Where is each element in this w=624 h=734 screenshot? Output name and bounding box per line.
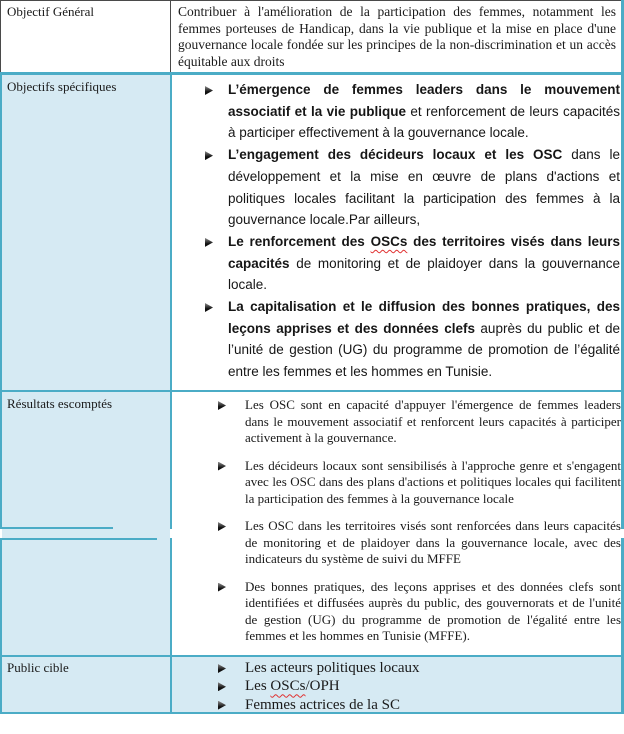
list-item [172, 397, 621, 447]
arrow-bullet-icon [205, 238, 213, 247]
list-item [172, 231, 620, 296]
bullet-text: Les OSC sont en capacité d'appuyer l'émergence de femmes leaders dans le mouvement associatif et renforcent leurs capacités à participer activement à la gouvernance. [245, 397, 621, 445]
cell-shading-objectifs-specifiques [1, 75, 171, 390]
bullet-bold-text: Le renforcement des [228, 233, 371, 249]
bullet-text: auprès du public et de l’unité de gestion (UG) du programme de promotion de l’égalité entre les femmes et les hommes en Tunisie. [228, 320, 620, 380]
table-border-row1-divider [170, 0, 171, 72]
list-item [172, 296, 620, 383]
list-item [172, 677, 621, 695]
arrow-bullet-icon [218, 401, 226, 410]
misspelled-word: OSCs [270, 678, 306, 695]
row-label-objectif-general: Objectif Général [7, 4, 94, 19]
bullet-text: Les OSC dans les territoires visés sont renforcées dans leurs capacités de monitoring et de plaidoyer dans la gouvernance locale, avec des indicateurs du système de suivi du MFFE [245, 518, 621, 566]
bullet-text: Les acteurs politiques locaux [245, 660, 420, 676]
row-label-objectifs-specifiques: Objectifs spécifiques [7, 79, 117, 94]
arrow-bullet-icon [218, 462, 226, 471]
cell-shading-resultats-escomptes [1, 392, 171, 655]
left-column-break-line [0, 538, 157, 540]
arrow-bullet-icon [205, 303, 213, 312]
arrow-bullet-icon [218, 682, 226, 691]
bullet-bold-text: L’engagement des décideurs locaux et les OSC [228, 147, 563, 163]
public-cible-list [172, 659, 621, 711]
list-item [172, 696, 621, 711]
table-border-separator-3 [0, 655, 622, 657]
table-border-separator-1 [0, 72, 624, 75]
bullet-text: dans le développement et la mise en œuvre de plans d'actions et politiques locales facilitant la participation des femmes à la gouvernance locale.Par ailleurs, [228, 147, 620, 228]
arrow-bullet-icon [205, 151, 213, 160]
bullet-text: Des bonnes pratiques, des leçons apprises et des données clefs sont identifiées et diffusées auprès du public, des gouvernorats et de l'unité de gestion (UG) du programme de promotion de l'égalité entre les femmes et les hommes en Tunisie (MFFE). [245, 578, 621, 643]
bullet-bold-text: L’émergence de femmes leaders dans le mouvement associatif et la vie publique [228, 82, 620, 119]
table-border-top [0, 0, 624, 1]
misspelled-word: OSCs [370, 233, 408, 249]
list-item [172, 659, 621, 677]
bullet-text: /OPH [305, 678, 340, 695]
objectifs-specifiques-list [172, 79, 620, 389]
row-label-public-cible: Public cible [7, 660, 69, 675]
bullet-text: et renforcement de leurs capacités à participer effectivement à la gouvernance locale. [228, 103, 620, 141]
arrow-bullet-icon [218, 701, 226, 710]
table-border-left [0, 75, 2, 714]
table-border-row1-left [0, 0, 1, 73]
list-item [172, 579, 621, 645]
bullet-bold-text: des territoires visés dans leurs capacités [228, 233, 620, 271]
border-gap-artifact [0, 529, 2, 538]
resultats-escomptes-list [172, 397, 621, 653]
arrow-bullet-icon [218, 522, 226, 531]
table-border-separator-2 [0, 390, 622, 392]
bullet-text: Les décideurs locaux sont sensibilisés à l'approche genre et s'engagent avec les OSC dans des plans d'actions et politiques locales qui facilitent la participation des femmes à la gouvernance locale [245, 457, 621, 506]
list-item [172, 458, 621, 508]
left-column-break-line [0, 527, 113, 529]
list-item [172, 144, 620, 231]
row-label-resultats-escomptes: Résultats escomptés [7, 396, 113, 411]
arrow-bullet-icon [218, 583, 226, 592]
table-border-bottom [0, 712, 624, 714]
arrow-bullet-icon [218, 664, 226, 673]
objectif-general-text: Contribuer à l'amélioration de la participation des femmes, notamment les femmes porteuses de Handicap, dans la vie publique et la mise en place d'une gouvernance locale fondée sur les principes de la non-discrimination et un accès équitable aux droits [178, 4, 616, 69]
arrow-bullet-icon [205, 86, 213, 95]
bullet-bold-text: La capitalisation et le diffusion des bonnes pratiques, des leçons apprises et des données clefs [228, 299, 620, 336]
bullet-text: Les [245, 678, 271, 695]
bullet-text: Femmes actrices de la SC [245, 696, 400, 711]
list-item [172, 79, 620, 144]
list-item [172, 518, 621, 568]
bullet-text: de monitoring et de plaidoyer dans la gouvernance locale. [228, 255, 620, 293]
